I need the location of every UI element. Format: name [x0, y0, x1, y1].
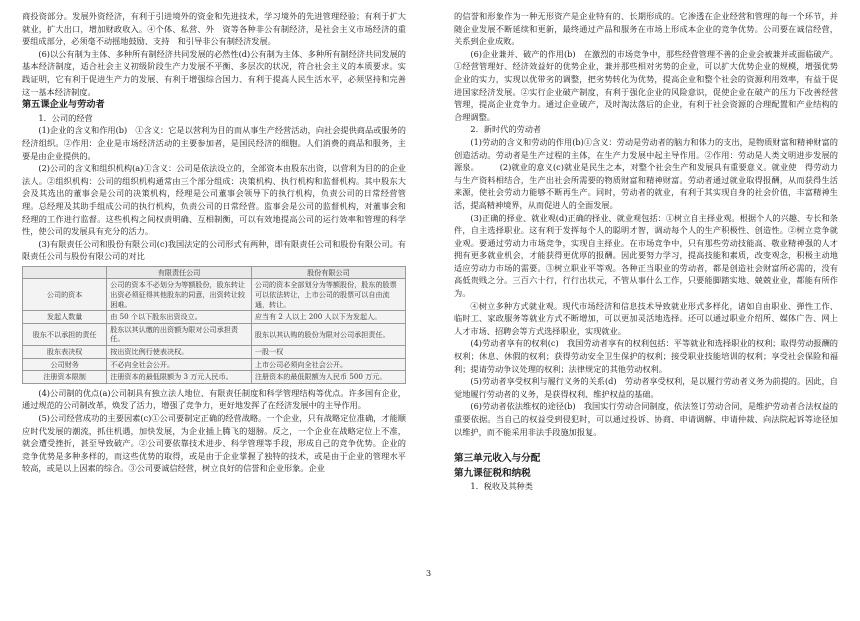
table-header-cell: 有限责任公司	[107, 266, 252, 279]
table-row	[23, 358, 406, 371]
paragraph-legal-protection: (6)劳动者依法维权的途径(b) 我国实行劳动合同制度，依法签订劳动合同，是维护劳动者合法权益的重要依据。当自己的权益受到侵犯时，可以通过投诉、协商、申请调解、申请仲裁、向法院起诉等途径加以维护，而不能采用非法手段施加报复。	[454, 401, 838, 437]
paragraph-company-advantages: (4)公司制的优点(a)公司制具有独立法人地位、有限责任制度和科学管理结构等优点。许多国有企业，通过规范的公司制改革，焕发了活力，增强了竞争力，更好地发挥了在经济发展中的主导作用。	[22, 387, 406, 411]
lesson5-title: 第五课企业与劳动者	[22, 99, 105, 111]
table-cell: 注册资本的最低限额为人民币 500 万元。	[251, 371, 405, 384]
table-row	[23, 279, 406, 311]
table-row-label: 公司的资本	[23, 279, 107, 311]
paragraph-reputation: 的信誉和形象作为一种无形资产是企业特有的、长期形成的。它渗透在企业经营和管理的每一个环节，并随企业发展不断延续和更新，最终通过产品和服务在市场上形成本企业的竞争优势。公司要在诚信经营，关系到企业成败。	[454, 11, 838, 47]
table-header-row	[23, 266, 406, 279]
table-row	[23, 371, 406, 384]
table-cell: 一股一权	[251, 346, 405, 359]
table-row-label: 股东不以承担的责任	[23, 323, 107, 345]
table-row-label: 股东表决权	[23, 346, 107, 359]
paragraph-employment-forms: ④树立多种方式就业观。现代市场经济和信息技术导致就业形式多样化，诸如自由职业、弹性工作、临时工、家政服务等就业方式不断增加，可以更加灵活地选择。还可以通过职业介绍所、媒体广告、网上人才市场、招聘会等方式选择职业，实现就业。	[454, 300, 838, 336]
paragraph-company-structure: (2)公司的含义和组织机构(a)①含义：公司是依法设立的，全部资本由股东出资，以营利为目的的企业法人。②组织机构：公司的组织机构通常由三个部分组成：决策机构、执行机构和监督机构。其中股东大会及其选出的董事会是公司的决策机构，经理是公司董事会领导下的执行机构，负责公司的日常经营管理。总经理及其助手组成公司的执行机构，负责公司的日常经营。监事会是公司的监督机构，对董事会和经理的工作进行监督。这些机构之间权责明确、互相制衡，可以有效地提高公司的运行效率和管理的科学性，使公司的发展具有充分的活力。	[22, 163, 406, 237]
subsection-tax-types: 1．税收及其种类	[470, 481, 533, 492]
table-row-label: 注册资本限制	[23, 371, 107, 384]
unit3-title: 第三单元收入与分配	[454, 453, 541, 465]
table-cell: 由 50 个以下股东出资设立。	[107, 311, 252, 324]
paragraph-labor-meaning: (1)劳动的含义和劳动的作用(b)①含义：劳动是劳动者的脑力和体力的支出，是物质财富和精神财富的创造活动。劳动者是生产过程的主体，在生产力发展中起主导作用。②作用：劳动是人类文明进步发展的源泉。 (2)就业的意义(c)就业是民生之本，对整个社会生产和发展具有重要意义。就业使 得劳动力与生产资料相结合，生产出社会所需要的物质财富和精神财富。劳动者通过就业取得报酬，从而获得生活来源，使社会劳动力能够不断再生产。同时，劳动者的就业，有利于其实现自身的社会价值，丰富精神生活，提高精神境界，从而促进人的全面发展。	[454, 136, 838, 210]
right-column	[454, 10, 838, 530]
paragraph-worker-rights: (4)劳动者享有的权利(c) 我国劳动者享有的权利包括：平等就业和选择职业的权利；取得劳动报酬的权利；休息、休假的权利；获得劳动安全卫生保护的权利；接受职业技能培训的权利；享受社会保险和福利；提请劳动争议处理的权利；法律规定的其他劳动权利。	[454, 338, 838, 374]
table-cell: 按出资比例行使表决权。	[107, 346, 252, 359]
table-cell: 股东以其认购的股份为限对公司承担责任。	[251, 323, 405, 345]
subsection-new-era-workers: 2．新时代的劳动者	[470, 124, 542, 135]
paragraph-ownership-necessity: (6)以公有制为主体、多种所有制经济共同发展的必然性(d)公有制为主体、多种所有制经济共同发展的基本经济制度，适合社会主义初级阶段生产力发展不平衡、多层次的状况，符合社会主义的本质要求。实践证明，它有利于促进生产力的发展、有利于增强综合国力、有利于提高人民生活水平，必须坚持和完善这一基本经济制度。	[22, 48, 406, 97]
paragraph-foreign-investment: 商投资部分。发展外资经济，有利于引进境外的资金和先进技术，学习境外的先进管理经验；有利于扩大就业，扩大出口，增加财政收入。④个体、私营、外 资等各种非公有制经济，是社会主义市场经济的重要组成部分，必须毫不动摇地鼓励、支持 和引导非公有制经济发展。	[22, 11, 406, 47]
left-column	[22, 10, 406, 608]
table-cell: 股东以其认缴的出资额为限对公司承担责任。	[107, 323, 252, 345]
table-header-cell: 股份有限公司	[251, 266, 405, 279]
paragraph-employment-view: (3)正确的择业、就业观(d)正确的择业、就业观包括：①树立自主择业观。根据个人的兴趣、专长和条件，自主选择职业。这有利于发挥每个人的聪明才智，调动每个人的生产积极性、创造性。②树立竞争就业观。要通过劳动力市场竞争，实现自主择业。在市场竞争中，只有那些劳动技能高、敬业精神强的人才拥有更多就业机会，才能获得更优厚的报酬。因此要努力学习，提高技能和素质，改变观念，积极主动地适应劳动力市场的需要。③树立职业平等观。各种正当职业的劳动者，都是创造社会财富所必需的，没有高低贵贱之分。三百六十行，行行出状元，不管从事什么工作，只要能脚踏实地、兢兢业业，都能有所作为。	[454, 212, 838, 299]
table-cell: 不必向全社会公开。	[107, 358, 252, 371]
table-header-cell	[23, 266, 107, 279]
paragraph-company-types: (3)有限责任公司和股份有限公司(c)我国法定的公司形式有两种，即有限责任公司和股份有限公司。有限责任公司与股份有限公司的对比	[22, 238, 406, 262]
page-number: 3	[426, 569, 432, 578]
table-row	[23, 311, 406, 324]
paragraph-enterprise-meaning: (1)企业的含义和作用(b) ①含义：它是以营利为目的而从事生产经营活动，向社会提供商品或服务的经济组织。②作用：企业是市场经济活动的主要参加者，是国民经济的细胞。人们消费的商品和服务，主要是由企业提供的。	[22, 125, 406, 161]
table-row	[23, 346, 406, 359]
table-cell: 上市公司必须向全社会公开。	[251, 358, 405, 371]
table-cell: 公司的资本全部划分为等额股份，股东的股票可以依法转让，上市公司的股票可以自由流通，转让。	[251, 279, 405, 311]
paragraph-success-factors: (5)公司经营成功的主要因素(c)①公司要制定正确的经营战略。一个企业，只有战略定位准确，才能顺应时代发展的潮流，抓住机遇，加快发展，为企业插上腾飞的翅膀。反之，一个企业在战略定位上不准，就会遭受挫折，甚至导致破产。②公司要依靠技术进步、科学管理等手段，形成自己的竞争优势。企业的竞争优势是多种多样的，而这些优势的取得，或是由于企业掌握了独特的技术，或是由于企业的管理水平较高，或是以上因素的综合。③公司要诚信经营，树立良好的信誉和企业形象。企业	[22, 413, 406, 474]
company-comparison-table	[22, 266, 406, 384]
table-cell: 公司的资本不必划分为等额股份，股东转让出资必须征得其他股东的同意，出资转让较困难。	[107, 279, 252, 311]
table-row	[23, 323, 406, 345]
subsection-company-operation: 1．公司的经营	[38, 112, 93, 123]
paragraph-merger-bankruptcy: (6)企业兼并、破产的作用(b) 在激烈的市场竞争中，那些经营管理不善的企业会被兼并或面临破产。①经营管理好、经济效益好的优势企业，兼并那些相对劣势的企业，可以扩大优势企业的规模，增强优势企业的实力，实现以优带劣的调整，把劣势转化为优势，提高企业和整个社会的资源利用效率，有益于促进国家经济发展。②实行企业破产制度，有利于强化企业的风险意识，促使企业在破产的压力下改善经营管理，提高企业竞争力。通过企业破产，及时淘汰落后的企业，有利于社会资源的合理配置和产业结构的合理调整。	[454, 48, 838, 122]
table-row-label: 公司财务	[23, 358, 107, 371]
table-cell: 应当有 2 人以上 200 人以下为发起人。	[251, 311, 405, 324]
table-cell: 注册资本的最低限额为 3 万元人民币。	[107, 371, 252, 384]
table-row-label: 发起人数量	[23, 311, 107, 324]
paragraph-rights-duties: (5)劳动者享受权利与履行义务的关系(d) 劳动者享受权利，是以履行劳动者义务为前提的。因此，自觉地履行劳动者的义务，是获得权利、维护权益的基础。	[454, 376, 838, 399]
lesson9-title: 第九课征税和纳税	[454, 467, 531, 479]
